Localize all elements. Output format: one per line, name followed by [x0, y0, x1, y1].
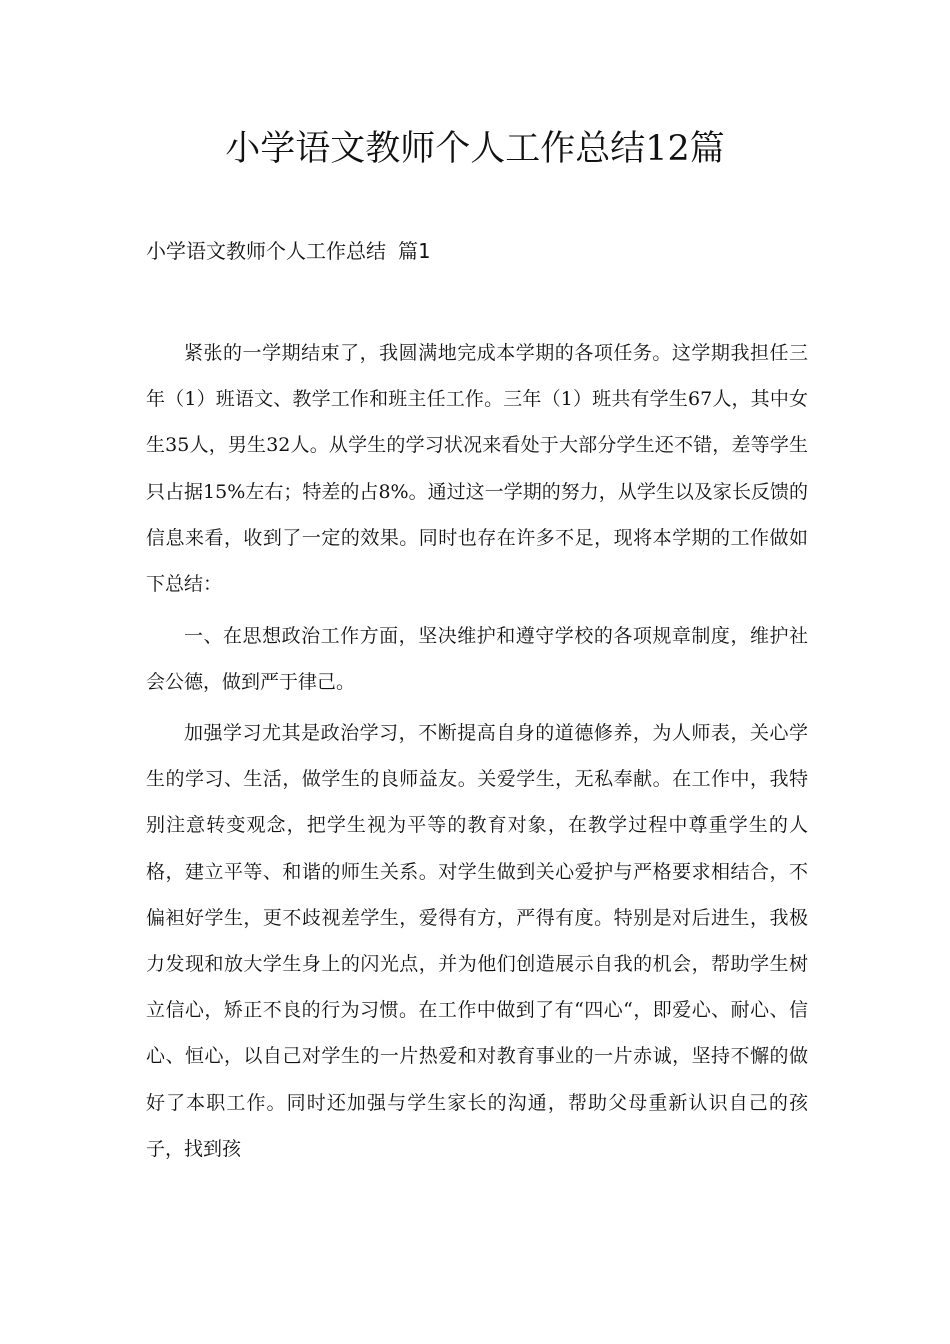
paragraph-study-and-care: 加强学习尤其是政治学习，不断提高自身的道德修养，为人师表，关心学生的学习、生活，做学生的良师益友。关爱学生，无私奉献。在工作中，我特别注意转变观念，把学生视为平等的教育对象，在教学过程中尊重学生的人格，建立平等、和谐的师生关系。对学生做到关心爱护与严格要求相结合，不偏袒好学生，更不歧视差学生，爱得有方，严得有度。特别是对后进生，我极力发现和放大学生身上的闪光点，并为他们创造展示自我的机会，帮助学生树立信心，矫正不良的行为习惯。在工作中做到了有“四心“，即爱心、耐心、信心、恒心，以自己对学生的一片热爱和对教育事业的一片赤诚，坚持不懈的做好了本职工作。同时还加强与学生家长的沟通，帮助父母重新认识自己的孩子，找到孩 [146, 722, 808, 1160]
paragraph-political-work: 一、在思想政治工作方面，坚决维护和遵守学校的各项规章制度，维护社会公德，做到严于律己。 [146, 625, 808, 694]
paragraph-intro: 紧张的一学期结束了，我圆满地完成本学期的各项任务。这学期我担任三年（1）班语文、教学工作和班主任工作。三年（1）班共有学生67人，其中女生35人，男生32人。从学生的学习状况来看处于大部分学生还不错，差等学生只占据15%左右；特差的占8%。通过这一学期的努力，从学生以及家长反馈的信息来看，收到了一定的效果。同时也存在许多不足，现将本学期的工作做如下总结： [146, 342, 808, 596]
section-heading: 小学语文教师个人工作总结 篇1 [146, 239, 431, 263]
document-title: 小学语文教师个人工作总结12篇 [225, 129, 725, 169]
